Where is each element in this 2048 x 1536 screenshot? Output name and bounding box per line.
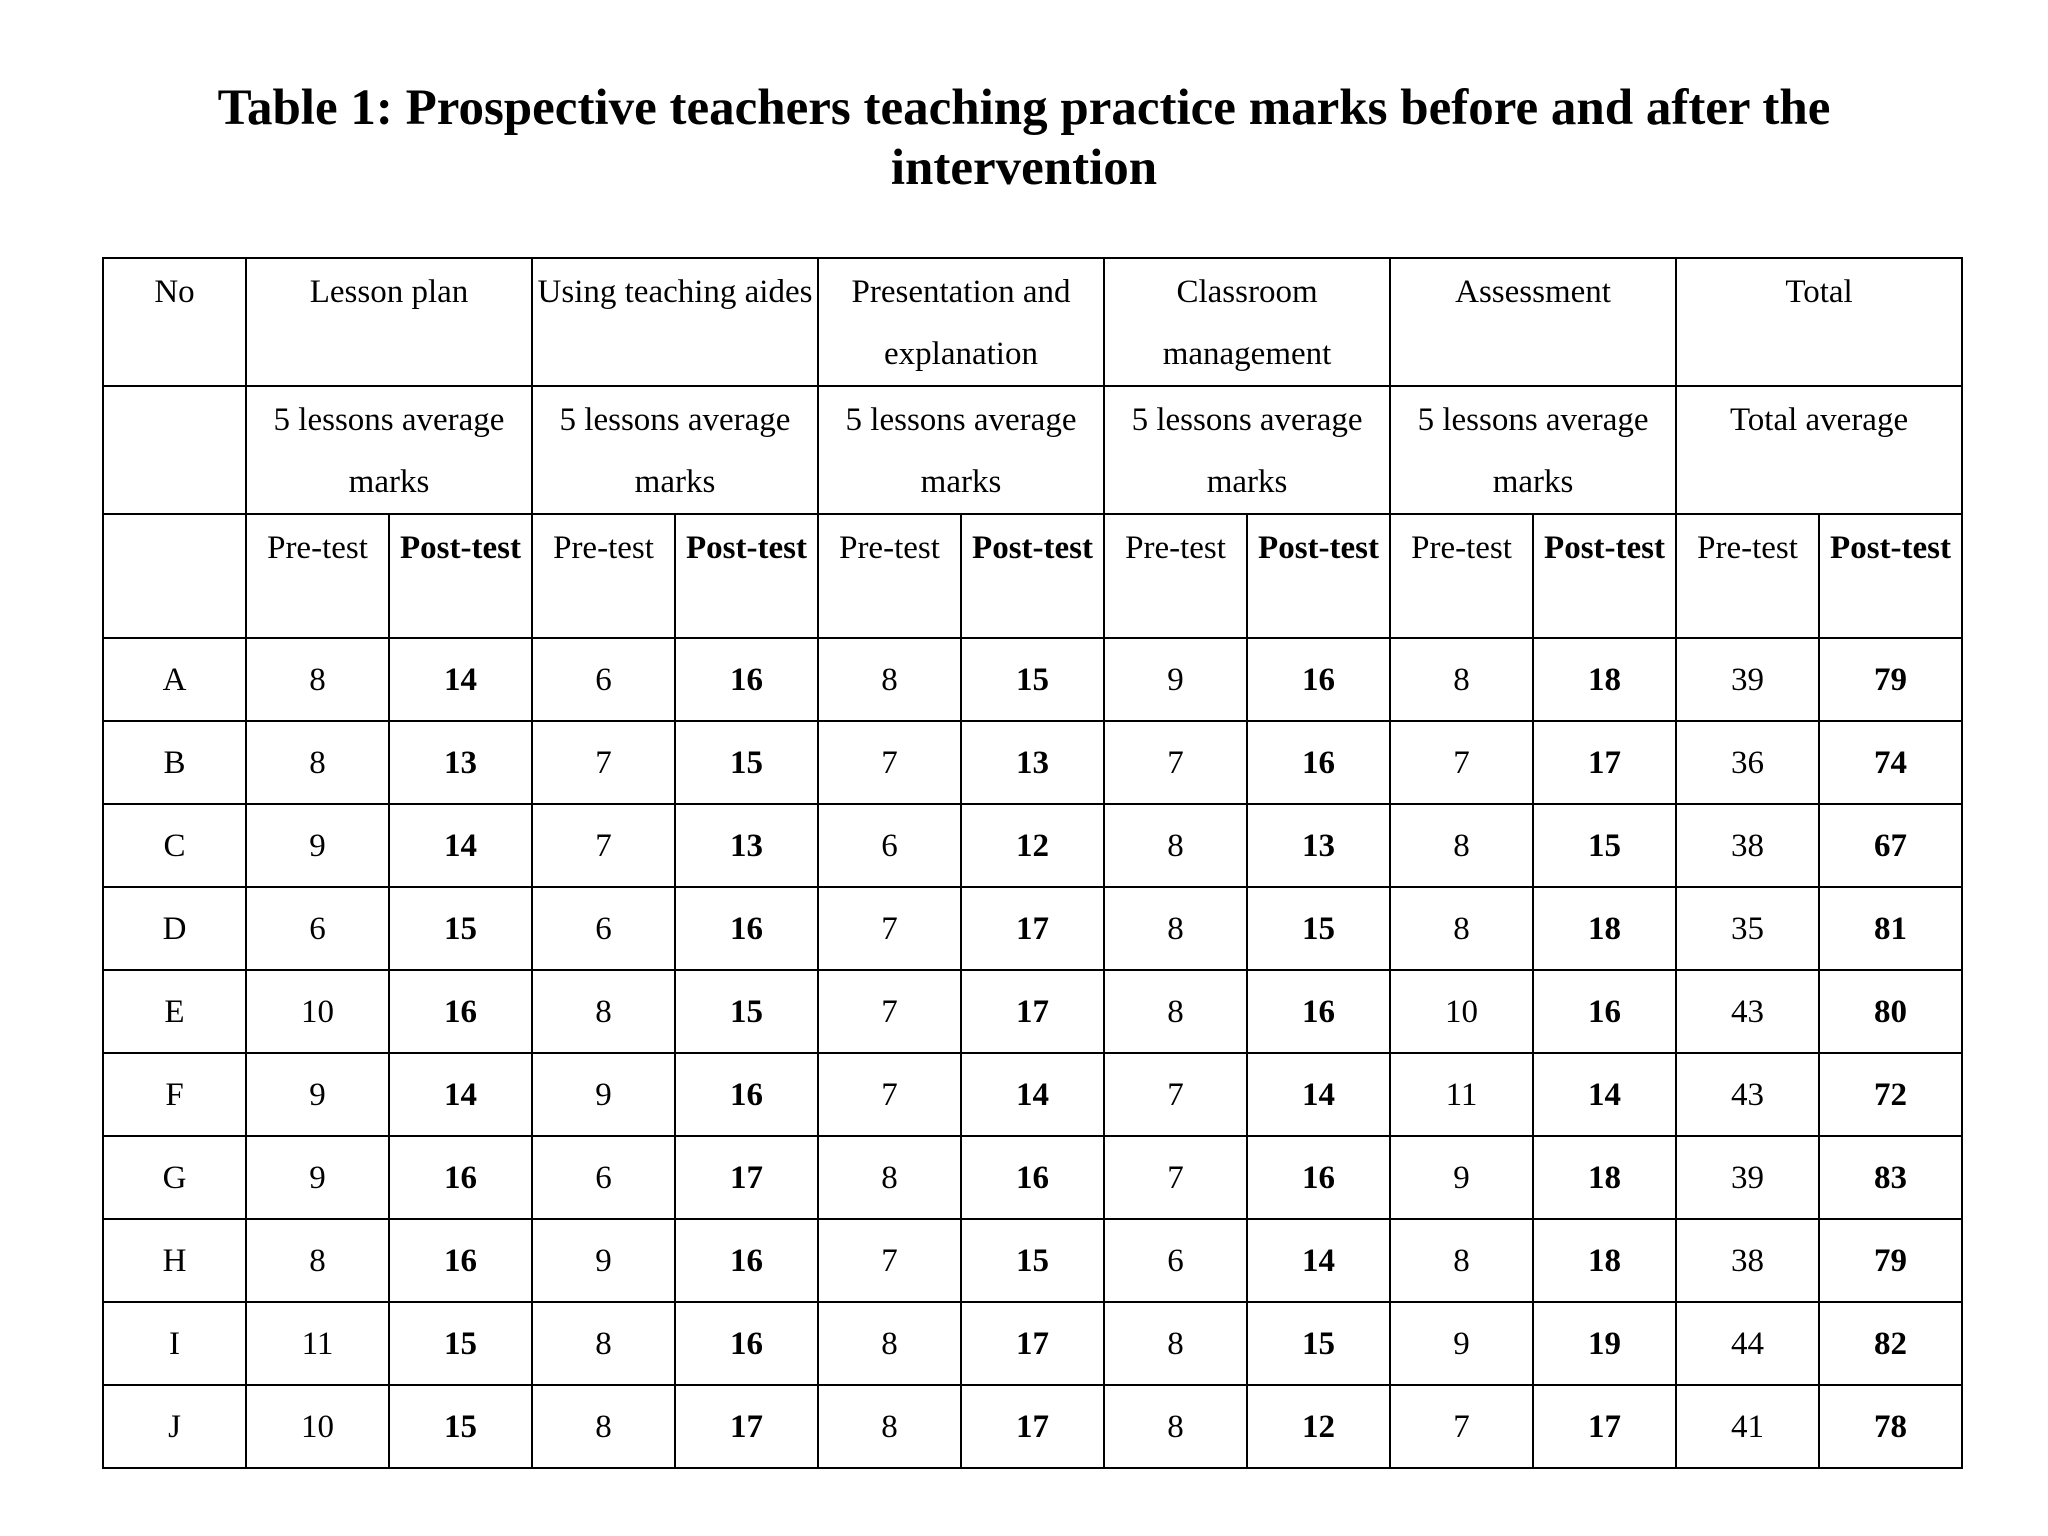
row-id-cell: G	[103, 1136, 246, 1219]
post-test-cell: 13	[389, 721, 532, 804]
table-row	[103, 1136, 1962, 1219]
header-avg-marks: 5 lessons average marks	[532, 386, 818, 514]
pre-test-cell: 39	[1676, 1136, 1819, 1219]
row-id-cell: I	[103, 1302, 246, 1385]
header-pre-test: Pre-test	[818, 514, 961, 638]
pre-test-cell: 10	[246, 970, 389, 1053]
post-test-cell: 82	[1819, 1302, 1962, 1385]
header-post-test: Post-test	[961, 514, 1104, 638]
pre-test-cell: 7	[818, 1053, 961, 1136]
post-test-cell: 15	[1533, 804, 1676, 887]
pre-test-cell: 8	[532, 1302, 675, 1385]
pre-test-cell: 43	[1676, 1053, 1819, 1136]
pre-test-cell: 36	[1676, 721, 1819, 804]
pre-test-cell: 44	[1676, 1302, 1819, 1385]
post-test-cell: 16	[389, 1136, 532, 1219]
pre-test-cell: 9	[1104, 638, 1247, 721]
header-assessment: Assessment	[1390, 258, 1676, 386]
post-test-cell: 16	[961, 1136, 1104, 1219]
post-test-cell: 15	[389, 1385, 532, 1468]
header-pre-test: Pre-test	[532, 514, 675, 638]
pre-test-cell: 8	[1104, 804, 1247, 887]
row-id-cell: A	[103, 638, 246, 721]
post-test-cell: 15	[1247, 1302, 1390, 1385]
header-pre-test: Pre-test	[246, 514, 389, 638]
row-id-cell: H	[103, 1219, 246, 1302]
pre-test-cell: 6	[1104, 1219, 1247, 1302]
header-row-categories	[103, 258, 1962, 386]
pre-test-cell: 7	[1104, 721, 1247, 804]
post-test-cell: 15	[675, 721, 818, 804]
pre-test-cell: 9	[1390, 1302, 1533, 1385]
pre-test-cell: 39	[1676, 638, 1819, 721]
post-test-cell: 17	[961, 970, 1104, 1053]
pre-test-cell: 9	[246, 1136, 389, 1219]
row-id-cell: J	[103, 1385, 246, 1468]
pre-test-cell: 7	[532, 721, 675, 804]
pre-test-cell: 6	[818, 804, 961, 887]
post-test-cell: 14	[389, 638, 532, 721]
post-test-cell: 13	[1247, 804, 1390, 887]
row-id-cell: B	[103, 721, 246, 804]
row-id-cell: C	[103, 804, 246, 887]
pre-test-cell: 6	[246, 887, 389, 970]
pre-test-cell: 7	[1390, 721, 1533, 804]
post-test-cell: 79	[1819, 638, 1962, 721]
post-test-cell: 18	[1533, 887, 1676, 970]
post-test-cell: 16	[1247, 721, 1390, 804]
pre-test-cell: 8	[1104, 1385, 1247, 1468]
post-test-cell: 14	[1247, 1219, 1390, 1302]
pre-test-cell: 8	[246, 638, 389, 721]
post-test-cell: 14	[1247, 1053, 1390, 1136]
pre-test-cell: 9	[1390, 1136, 1533, 1219]
post-test-cell: 15	[961, 638, 1104, 721]
post-test-cell: 16	[675, 638, 818, 721]
post-test-cell: 83	[1819, 1136, 1962, 1219]
post-test-cell: 17	[1533, 1385, 1676, 1468]
header-using-teaching-aides: Using teaching aides	[532, 258, 818, 386]
header-avg-marks: 5 lessons average marks	[1104, 386, 1390, 514]
header-empty-cell	[103, 514, 246, 638]
post-test-cell: 14	[389, 804, 532, 887]
pre-test-cell: 35	[1676, 887, 1819, 970]
table-row	[103, 1302, 1962, 1385]
post-test-cell: 80	[1819, 970, 1962, 1053]
table-row	[103, 721, 1962, 804]
header-pre-test: Pre-test	[1676, 514, 1819, 638]
post-test-cell: 15	[389, 1302, 532, 1385]
table-row	[103, 1385, 1962, 1468]
row-id-cell: F	[103, 1053, 246, 1136]
pre-test-cell: 8	[1390, 887, 1533, 970]
row-id-cell: E	[103, 970, 246, 1053]
table-header	[103, 258, 1962, 638]
pre-test-cell: 7	[818, 887, 961, 970]
header-empty-cell	[103, 386, 246, 514]
row-id-cell: D	[103, 887, 246, 970]
pre-test-cell: 7	[1104, 1136, 1247, 1219]
post-test-cell: 19	[1533, 1302, 1676, 1385]
pre-test-cell: 9	[246, 1053, 389, 1136]
pre-test-cell: 8	[818, 1302, 961, 1385]
pre-test-cell: 8	[246, 1219, 389, 1302]
pre-test-cell: 7	[818, 721, 961, 804]
post-test-cell: 14	[389, 1053, 532, 1136]
table-row	[103, 804, 1962, 887]
header-lesson-plan: Lesson plan	[246, 258, 532, 386]
header-total: Total	[1676, 258, 1962, 386]
post-test-cell: 74	[1819, 721, 1962, 804]
pre-test-cell: 6	[532, 887, 675, 970]
post-test-cell: 16	[389, 1219, 532, 1302]
header-avg-marks: 5 lessons average marks	[246, 386, 532, 514]
pre-test-cell: 9	[246, 804, 389, 887]
pre-test-cell: 8	[1390, 804, 1533, 887]
pre-test-cell: 6	[532, 638, 675, 721]
pre-test-cell: 38	[1676, 1219, 1819, 1302]
pre-test-cell: 8	[1104, 970, 1247, 1053]
post-test-cell: 15	[961, 1219, 1104, 1302]
pre-test-cell: 10	[1390, 970, 1533, 1053]
header-row-tests	[103, 514, 1962, 638]
pre-test-cell: 11	[1390, 1053, 1533, 1136]
post-test-cell: 15	[1247, 887, 1390, 970]
table-title	[0, 78, 2048, 198]
post-test-cell: 79	[1819, 1219, 1962, 1302]
pre-test-cell: 8	[1390, 638, 1533, 721]
pre-test-cell: 8	[532, 970, 675, 1053]
pre-test-cell: 8	[1104, 1302, 1247, 1385]
post-test-cell: 81	[1819, 887, 1962, 970]
header-post-test: Post-test	[1533, 514, 1676, 638]
header-classroom-management: Classroom management	[1104, 258, 1390, 386]
table-row	[103, 887, 1962, 970]
header-pre-test: Pre-test	[1104, 514, 1247, 638]
post-test-cell: 12	[1247, 1385, 1390, 1468]
post-test-cell: 16	[675, 887, 818, 970]
pre-test-cell: 8	[818, 1385, 961, 1468]
post-test-cell: 16	[675, 1053, 818, 1136]
post-test-cell: 16	[1247, 638, 1390, 721]
post-test-cell: 17	[675, 1385, 818, 1468]
header-no: No	[103, 258, 246, 386]
pre-test-cell: 9	[532, 1219, 675, 1302]
post-test-cell: 17	[961, 1302, 1104, 1385]
post-test-cell: 17	[961, 1385, 1104, 1468]
post-test-cell: 72	[1819, 1053, 1962, 1136]
post-test-cell: 12	[961, 804, 1104, 887]
pre-test-cell: 8	[818, 1136, 961, 1219]
pre-test-cell: 8	[1104, 887, 1247, 970]
table-row	[103, 970, 1962, 1053]
pre-test-cell: 43	[1676, 970, 1819, 1053]
pre-test-cell: 38	[1676, 804, 1819, 887]
post-test-cell: 14	[961, 1053, 1104, 1136]
post-test-cell: 18	[1533, 1136, 1676, 1219]
post-test-cell: 13	[961, 721, 1104, 804]
post-test-cell: 16	[675, 1302, 818, 1385]
post-test-cell: 18	[1533, 1219, 1676, 1302]
pre-test-cell: 7	[818, 970, 961, 1053]
pre-test-cell: 7	[818, 1219, 961, 1302]
pre-test-cell: 8	[246, 721, 389, 804]
pre-test-cell: 41	[1676, 1385, 1819, 1468]
pre-test-cell: 7	[1390, 1385, 1533, 1468]
header-pre-test: Pre-test	[1390, 514, 1533, 638]
post-test-cell: 13	[675, 804, 818, 887]
header-total-average: Total average	[1676, 386, 1962, 514]
table-body	[103, 638, 1962, 1468]
post-test-cell: 78	[1819, 1385, 1962, 1468]
post-test-cell: 18	[1533, 638, 1676, 721]
post-test-cell: 14	[1533, 1053, 1676, 1136]
table-row	[103, 638, 1962, 721]
pre-test-cell: 11	[246, 1302, 389, 1385]
pre-test-cell: 10	[246, 1385, 389, 1468]
post-test-cell: 17	[1533, 721, 1676, 804]
header-row-averages	[103, 386, 1962, 514]
table-title-line-1: Table 1: Prospective teachers teaching practice marks before and after the	[217, 80, 1831, 136]
pre-test-cell: 8	[1390, 1219, 1533, 1302]
post-test-cell: 17	[961, 887, 1104, 970]
pre-test-cell: 8	[532, 1385, 675, 1468]
table-row	[103, 1219, 1962, 1302]
post-test-cell: 16	[675, 1219, 818, 1302]
post-test-cell: 15	[389, 887, 532, 970]
post-test-cell: 15	[675, 970, 818, 1053]
table-row	[103, 1053, 1962, 1136]
marks-table	[102, 257, 1963, 1469]
header-presentation: Presentation and explanation	[818, 258, 1104, 386]
header-avg-marks: 5 lessons average marks	[818, 386, 1104, 514]
post-test-cell: 16	[1247, 1136, 1390, 1219]
pre-test-cell: 8	[818, 638, 961, 721]
header-avg-marks: 5 lessons average marks	[1390, 386, 1676, 514]
pre-test-cell: 6	[532, 1136, 675, 1219]
header-post-test: Post-test	[675, 514, 818, 638]
header-post-test: Post-test	[1819, 514, 1962, 638]
post-test-cell: 16	[1247, 970, 1390, 1053]
header-post-test: Post-test	[1247, 514, 1390, 638]
header-post-test: Post-test	[389, 514, 532, 638]
pre-test-cell: 7	[532, 804, 675, 887]
post-test-cell: 67	[1819, 804, 1962, 887]
pre-test-cell: 7	[1104, 1053, 1247, 1136]
post-test-cell: 17	[675, 1136, 818, 1219]
post-test-cell: 16	[1533, 970, 1676, 1053]
table-title-line-2: intervention	[890, 140, 1158, 196]
pre-test-cell: 9	[532, 1053, 675, 1136]
post-test-cell: 16	[389, 970, 532, 1053]
